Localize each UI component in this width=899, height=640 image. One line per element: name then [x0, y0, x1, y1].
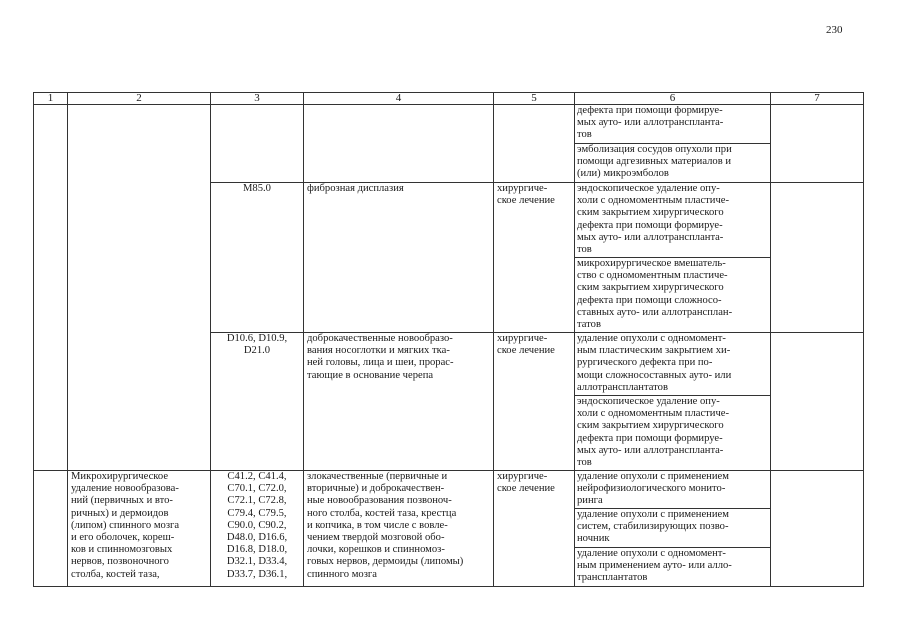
cell-line: дефекта при помощи сложносо-: [577, 294, 722, 306]
cell-line: трансплантатов: [577, 572, 648, 584]
cell-line: D10.6, D10.9,: [226, 333, 288, 344]
cell-line: удаление опухоли с одномомент-: [577, 547, 726, 559]
column-header: 1: [34, 93, 68, 105]
cell-line: Микрохирургическое: [71, 471, 169, 482]
cell-line: вания носоглотки и мягких тка-: [307, 345, 450, 357]
cell-line: D33.7, D36.1,: [226, 568, 288, 580]
cell-line: тов: [577, 457, 592, 469]
column-header: 5: [494, 93, 575, 105]
procedure-name-cell: [68, 471, 211, 587]
cell-line: злокачественные (первичные и: [307, 471, 448, 482]
table-row: [34, 105, 864, 144]
column-number-row: [34, 93, 864, 105]
diagnosis-cell: [304, 105, 494, 183]
cell-line: и копчика, в том числе с вовле-: [307, 519, 448, 531]
cell-line: удаление опухоли с одномомент-: [577, 333, 726, 344]
diagnosis-cell: [304, 183, 494, 333]
cell-line: фиброзная дисплазия: [307, 183, 404, 194]
cell-line: нейрофизиологического монито-: [577, 483, 726, 495]
cell-line: хирургиче-: [497, 471, 548, 482]
cell-line: C70.1, C72.0,: [227, 483, 287, 495]
cell-line: рургического дефекта при по-: [577, 357, 713, 369]
cell-line: аллотрансплантатов: [577, 381, 668, 393]
method-cell: [575, 471, 771, 509]
page-number: 230: [826, 24, 843, 36]
cell-line: ного столба, костей таза, крестца: [307, 507, 457, 519]
codes-cell: [211, 471, 304, 587]
col1-cell: [34, 105, 68, 471]
cell-line: ское лечение: [497, 345, 555, 357]
treatment-cell: [494, 105, 575, 183]
cell-line: и его оболочек, кореш-: [71, 532, 175, 544]
cell-line: ским закрытием хирургического: [577, 282, 724, 294]
cell-line: вторичные) и доброкачествен-: [307, 483, 445, 495]
cell-line: ричных) и дермоидов: [71, 507, 169, 519]
procedure-name-cell: [68, 105, 211, 471]
codes-cell: [211, 333, 304, 471]
cell-line: татов: [577, 319, 601, 331]
cell-line: ночник: [577, 533, 610, 545]
cell-line: ство с одномоментным пластиче-: [577, 270, 728, 282]
cell-line: эндоскопическое удаление опу-: [577, 183, 720, 194]
cell-line: ний (первичных и вто-: [71, 495, 173, 507]
cell-line: (или) микроэмболов: [577, 168, 669, 180]
cell-line: холи с одномоментным пластиче-: [577, 408, 730, 420]
cell-line: ным пластическим закрытием хи-: [577, 345, 731, 357]
diagnosis-cell: [304, 333, 494, 471]
cell-line: C90.0, C90.2,: [227, 519, 287, 531]
treatment-cell: [494, 471, 575, 587]
cell-line: мых ауто- или аллотрансплантa-: [577, 444, 724, 456]
cell-line: ней головы, лица и шеи, прорас-: [307, 357, 454, 369]
cell-line: ным применением ауто- или алло-: [577, 559, 732, 571]
cell-line: D48.0, D16.6,: [226, 532, 288, 544]
method-cell: [575, 183, 771, 258]
cell-line: холи с одномоментным пластиче-: [577, 195, 730, 207]
method-cell: [575, 144, 771, 183]
cell-line: систем, стабилизирующих позво-: [577, 520, 729, 532]
treatment-cell: [494, 183, 575, 333]
method-cell: [575, 547, 771, 586]
cell-line: (липом) спинного мозга: [71, 519, 180, 531]
col7-cell: [771, 333, 864, 471]
cell-line: ское лечение: [497, 195, 555, 207]
cell-line: нервов, позвоночного: [71, 556, 169, 568]
cell-line: мощи сложносоставных ауто- или: [577, 369, 732, 381]
col7-cell: [771, 183, 864, 333]
method-cell: [575, 105, 771, 144]
column-header: 7: [771, 93, 864, 105]
cell-line: помощи адгезивных материалов и: [577, 156, 732, 168]
cell-line: чением твердой мозговой обо-: [307, 532, 445, 544]
cell-line: хирургиче-: [497, 183, 548, 194]
cell-line: доброкачественные новообразо-: [307, 333, 453, 344]
column-header: 4: [304, 93, 494, 105]
cell-line: удаление опухоли с применением: [577, 471, 729, 482]
cell-line: эмболизация сосудов опухоли при: [577, 144, 732, 155]
cell-line: дефекта при помощи формируе-: [577, 219, 723, 231]
cell-line: D32.1, D33.4,: [226, 556, 288, 568]
cell-line: хирургиче-: [497, 333, 548, 344]
cell-line: удаление опухоли с применением: [577, 508, 729, 520]
cell-line: тающие в основание черепа: [307, 369, 434, 381]
method-cell: [575, 333, 771, 396]
cell-line: дефекта при помощи формируе-: [577, 432, 723, 444]
medical-care-table: [33, 92, 864, 587]
method-cell: [575, 396, 771, 471]
cell-line: мых ауто- или аллотрансплантa-: [577, 117, 724, 129]
diagnosis-cell: [304, 471, 494, 587]
cell-line: мых ауто- или аллотрансплантa-: [577, 231, 724, 243]
cell-line: дефекта при помощи формируе-: [577, 105, 723, 116]
cell-line: тов: [577, 244, 592, 256]
method-cell: [575, 508, 771, 547]
cell-line: столба, костей таза,: [71, 568, 160, 580]
cell-line: ским закрытием хирургического: [577, 420, 724, 432]
col1-cell: [34, 471, 68, 587]
cell-line: D21.0: [243, 345, 271, 357]
column-header: 3: [211, 93, 304, 105]
cell-line: ставных ауто- или аллотрансплан-: [577, 306, 733, 318]
cell-line: микрохирургическое вмешатель-: [577, 258, 726, 269]
cell-line: C72.1, C72.8,: [227, 495, 287, 507]
treatment-cell: [494, 333, 575, 471]
cell-line: тов: [577, 129, 592, 141]
cell-line: ринга: [577, 495, 603, 507]
cell-line: ков и спинномозговых: [71, 544, 173, 556]
cell-line: говых нервов, дермоиды (липомы): [307, 556, 464, 568]
method-cell: [575, 258, 771, 333]
codes-cell: [211, 183, 304, 333]
cell-line: C79.4, C79.5,: [227, 507, 287, 519]
column-header: 2: [68, 93, 211, 105]
col7-cell: [771, 105, 864, 183]
cell-line: ные новообразования позвоноч-: [307, 495, 452, 507]
cell-line: эндоскопическое удаление опу-: [577, 396, 720, 407]
table-row: [34, 471, 864, 509]
cell-line: ским закрытием хирургического: [577, 207, 724, 219]
cell-line: удаление новообразова-: [71, 483, 179, 495]
cell-line: спинного мозга: [307, 568, 377, 580]
cell-line: M85.0: [243, 183, 271, 194]
col7-cell: [771, 471, 864, 587]
column-header: 6: [575, 93, 771, 105]
cell-line: C41.2, C41.4,: [227, 471, 287, 482]
cell-line: ское лечение: [497, 483, 555, 495]
cell-line: D16.8, D18.0,: [226, 544, 288, 556]
codes-cell: [211, 105, 304, 183]
cell-line: лочки, корешков и спинномоз-: [307, 544, 445, 556]
